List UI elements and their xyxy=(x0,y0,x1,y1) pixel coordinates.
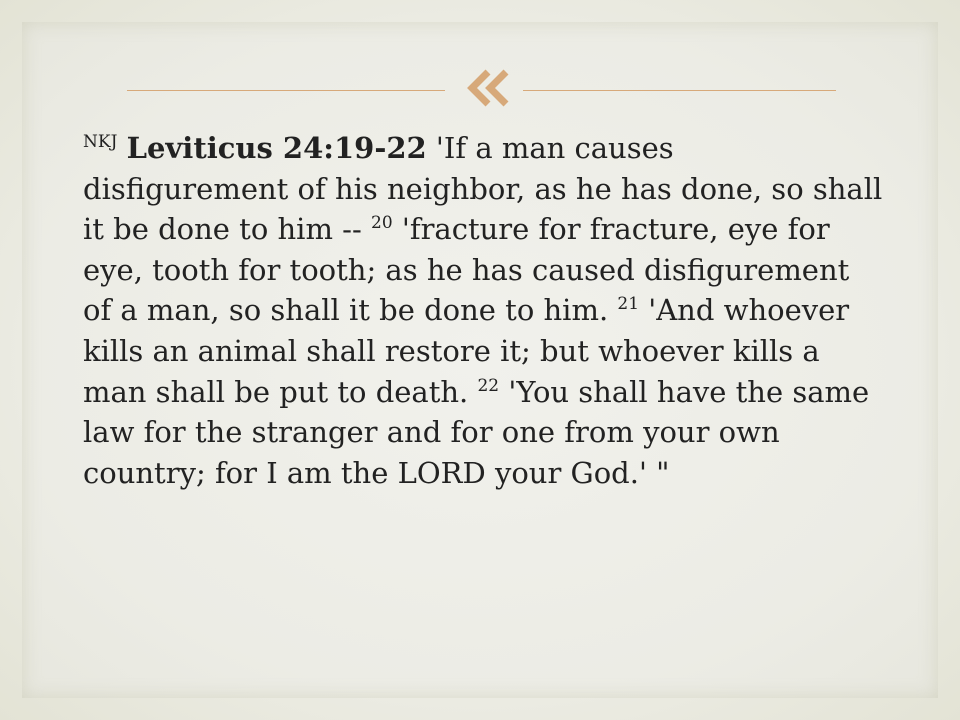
title-rule-left xyxy=(127,90,445,91)
verse-20-text: 'fracture for fracture, eye for eye, tooth for tooth; as he has caused disfigurement of a man, so shall it be done to him. xyxy=(83,212,850,328)
double-chevron-left-icon xyxy=(450,66,518,110)
scripture-passage xyxy=(83,128,883,493)
verse-number-22: 22 xyxy=(477,375,500,396)
verse-number-20: 20 xyxy=(371,213,393,234)
verse-21-text: 'And whoever kills an animal shall restore it; but whoever kills a man shall be put to death. xyxy=(83,293,850,409)
version-tag: NKJ xyxy=(83,132,118,152)
verse-19-text: 'If a man causes disfigurement of his neighbor, as he has done, so shall it be done to him -- xyxy=(83,131,883,247)
scripture-reference: Leviticus 24:19-22 xyxy=(126,131,427,165)
verse-22-text: 'You shall have the same law for the stranger and for one from your own country; for I am the LORD your God.' " xyxy=(83,374,870,490)
verse-number-21: 21 xyxy=(617,294,640,315)
title-rule-right xyxy=(523,90,836,91)
